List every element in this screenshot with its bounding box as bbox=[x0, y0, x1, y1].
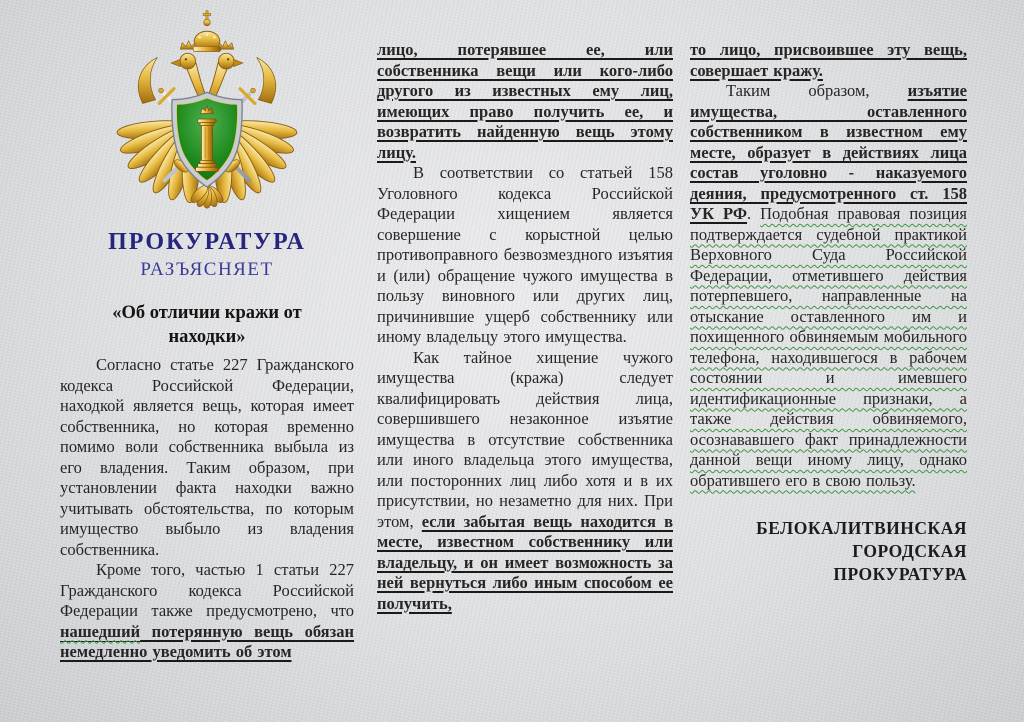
text-run: Согласно статье 227 Гражданского кодекса Российской Федерации, находкой является вещь, которая имеет собственника, но которая временно помимо воли собственника выбыла из его владения. Таким образом, при установлении факта находки важно учитывать обстоятельства, по которым имущество выбыло из владения собственника. bbox=[60, 355, 354, 559]
text-run: В соответствии со статьей 158 Уголовного кодекса Российской Федерации хищением является совершение с корыстной целью противоправного безвозмездного изъятия и (или) обращение чужого имущества в пользу виновного или других лиц, причинившие ущерб собственнику или иному владельцу этого имущества. bbox=[377, 163, 673, 346]
text-column-left bbox=[60, 4, 354, 663]
paragraph bbox=[690, 81, 967, 491]
article-heading: «Об отличии кражи от находки» bbox=[112, 303, 302, 347]
text-run: нашедший bbox=[60, 621, 141, 641]
paragraph bbox=[60, 560, 354, 663]
text-run: . bbox=[747, 204, 761, 223]
text-run: потерянную вещь обязан немедленно уведомить об этом bbox=[60, 621, 354, 661]
organization-name-line: ГОРОДСКАЯ bbox=[852, 541, 967, 561]
organization-name bbox=[690, 517, 967, 586]
text-run: Подобная правовая позиция подтверждается судебной практикой Верховного Суда Российской Федерации, отметившего действия потерпевшего, направленные на отыскание оставленного им и похищенного обвиняемым мобильного телефона, находившегося в рабочем состоянии и имевшего идентификационные признаки, а также действия обвиняемого, осознававшего факт принадлежности данной вещи иному лицу, однако обратившего его в свою пользу. bbox=[690, 204, 968, 490]
text-run: Таким образом, bbox=[726, 81, 908, 100]
prosecutor-emblem-icon bbox=[115, 6, 299, 210]
organization-name-line: ПРОКУРАТУРА bbox=[833, 564, 967, 584]
text-run: изъятие имущества, оставленного собственником в известном ему месте, образует в действиях лица состав уголовно - наказуемого деяния, предусмотренного ст. 158 УК РФ bbox=[690, 81, 967, 223]
paragraph bbox=[377, 40, 673, 163]
column-left-paragraphs bbox=[60, 355, 354, 663]
masthead-title: ПРОКУРАТУРА bbox=[108, 229, 306, 255]
column-right-paragraphs bbox=[690, 40, 967, 491]
paragraph bbox=[377, 348, 673, 615]
text-column-right bbox=[690, 40, 967, 586]
text-run: Как тайное хищение чужого имущества (кража) следует квалифицировать действия лица, совершившего незаконное изъятие имущества в отсутствие собственника или иного владельца этого имущества, или посторонних лиц либо хотя и в их присутствии, но незаметно для них. При этом, bbox=[377, 347, 673, 531]
masthead-subtitle: РАЗЪЯСНЯЕТ bbox=[140, 259, 274, 280]
column-middle-paragraphs bbox=[377, 40, 673, 614]
text-run: то лицо, присвоившее эту вещь, совершает кражу. bbox=[690, 40, 967, 80]
organization-name-line: БЕЛОКАЛИТВИНСКАЯ bbox=[756, 518, 967, 538]
paragraph bbox=[60, 355, 354, 560]
text-run: лицо, потерявшее ее, или собственника вещи или кого-либо другого из известных ему лиц, имеющих право получить ее, и возвратить найденную вещь этому лицу. bbox=[377, 40, 673, 162]
prosecutor-emblem bbox=[115, 6, 299, 215]
paragraph bbox=[690, 40, 967, 81]
text-run: если забытая вещь находится в месте, известном собственнику или владельцу, и он имеет возможность за ней вернуться либо иным способом ее получить, bbox=[377, 511, 673, 613]
text-column-middle bbox=[377, 40, 673, 614]
paragraph bbox=[377, 163, 673, 348]
center-crown-icon bbox=[193, 11, 221, 52]
text-run: Кроме того, частью 1 статьи 227 Гражданского кодекса Российской Федерации также предусмотрено, что bbox=[60, 560, 354, 620]
